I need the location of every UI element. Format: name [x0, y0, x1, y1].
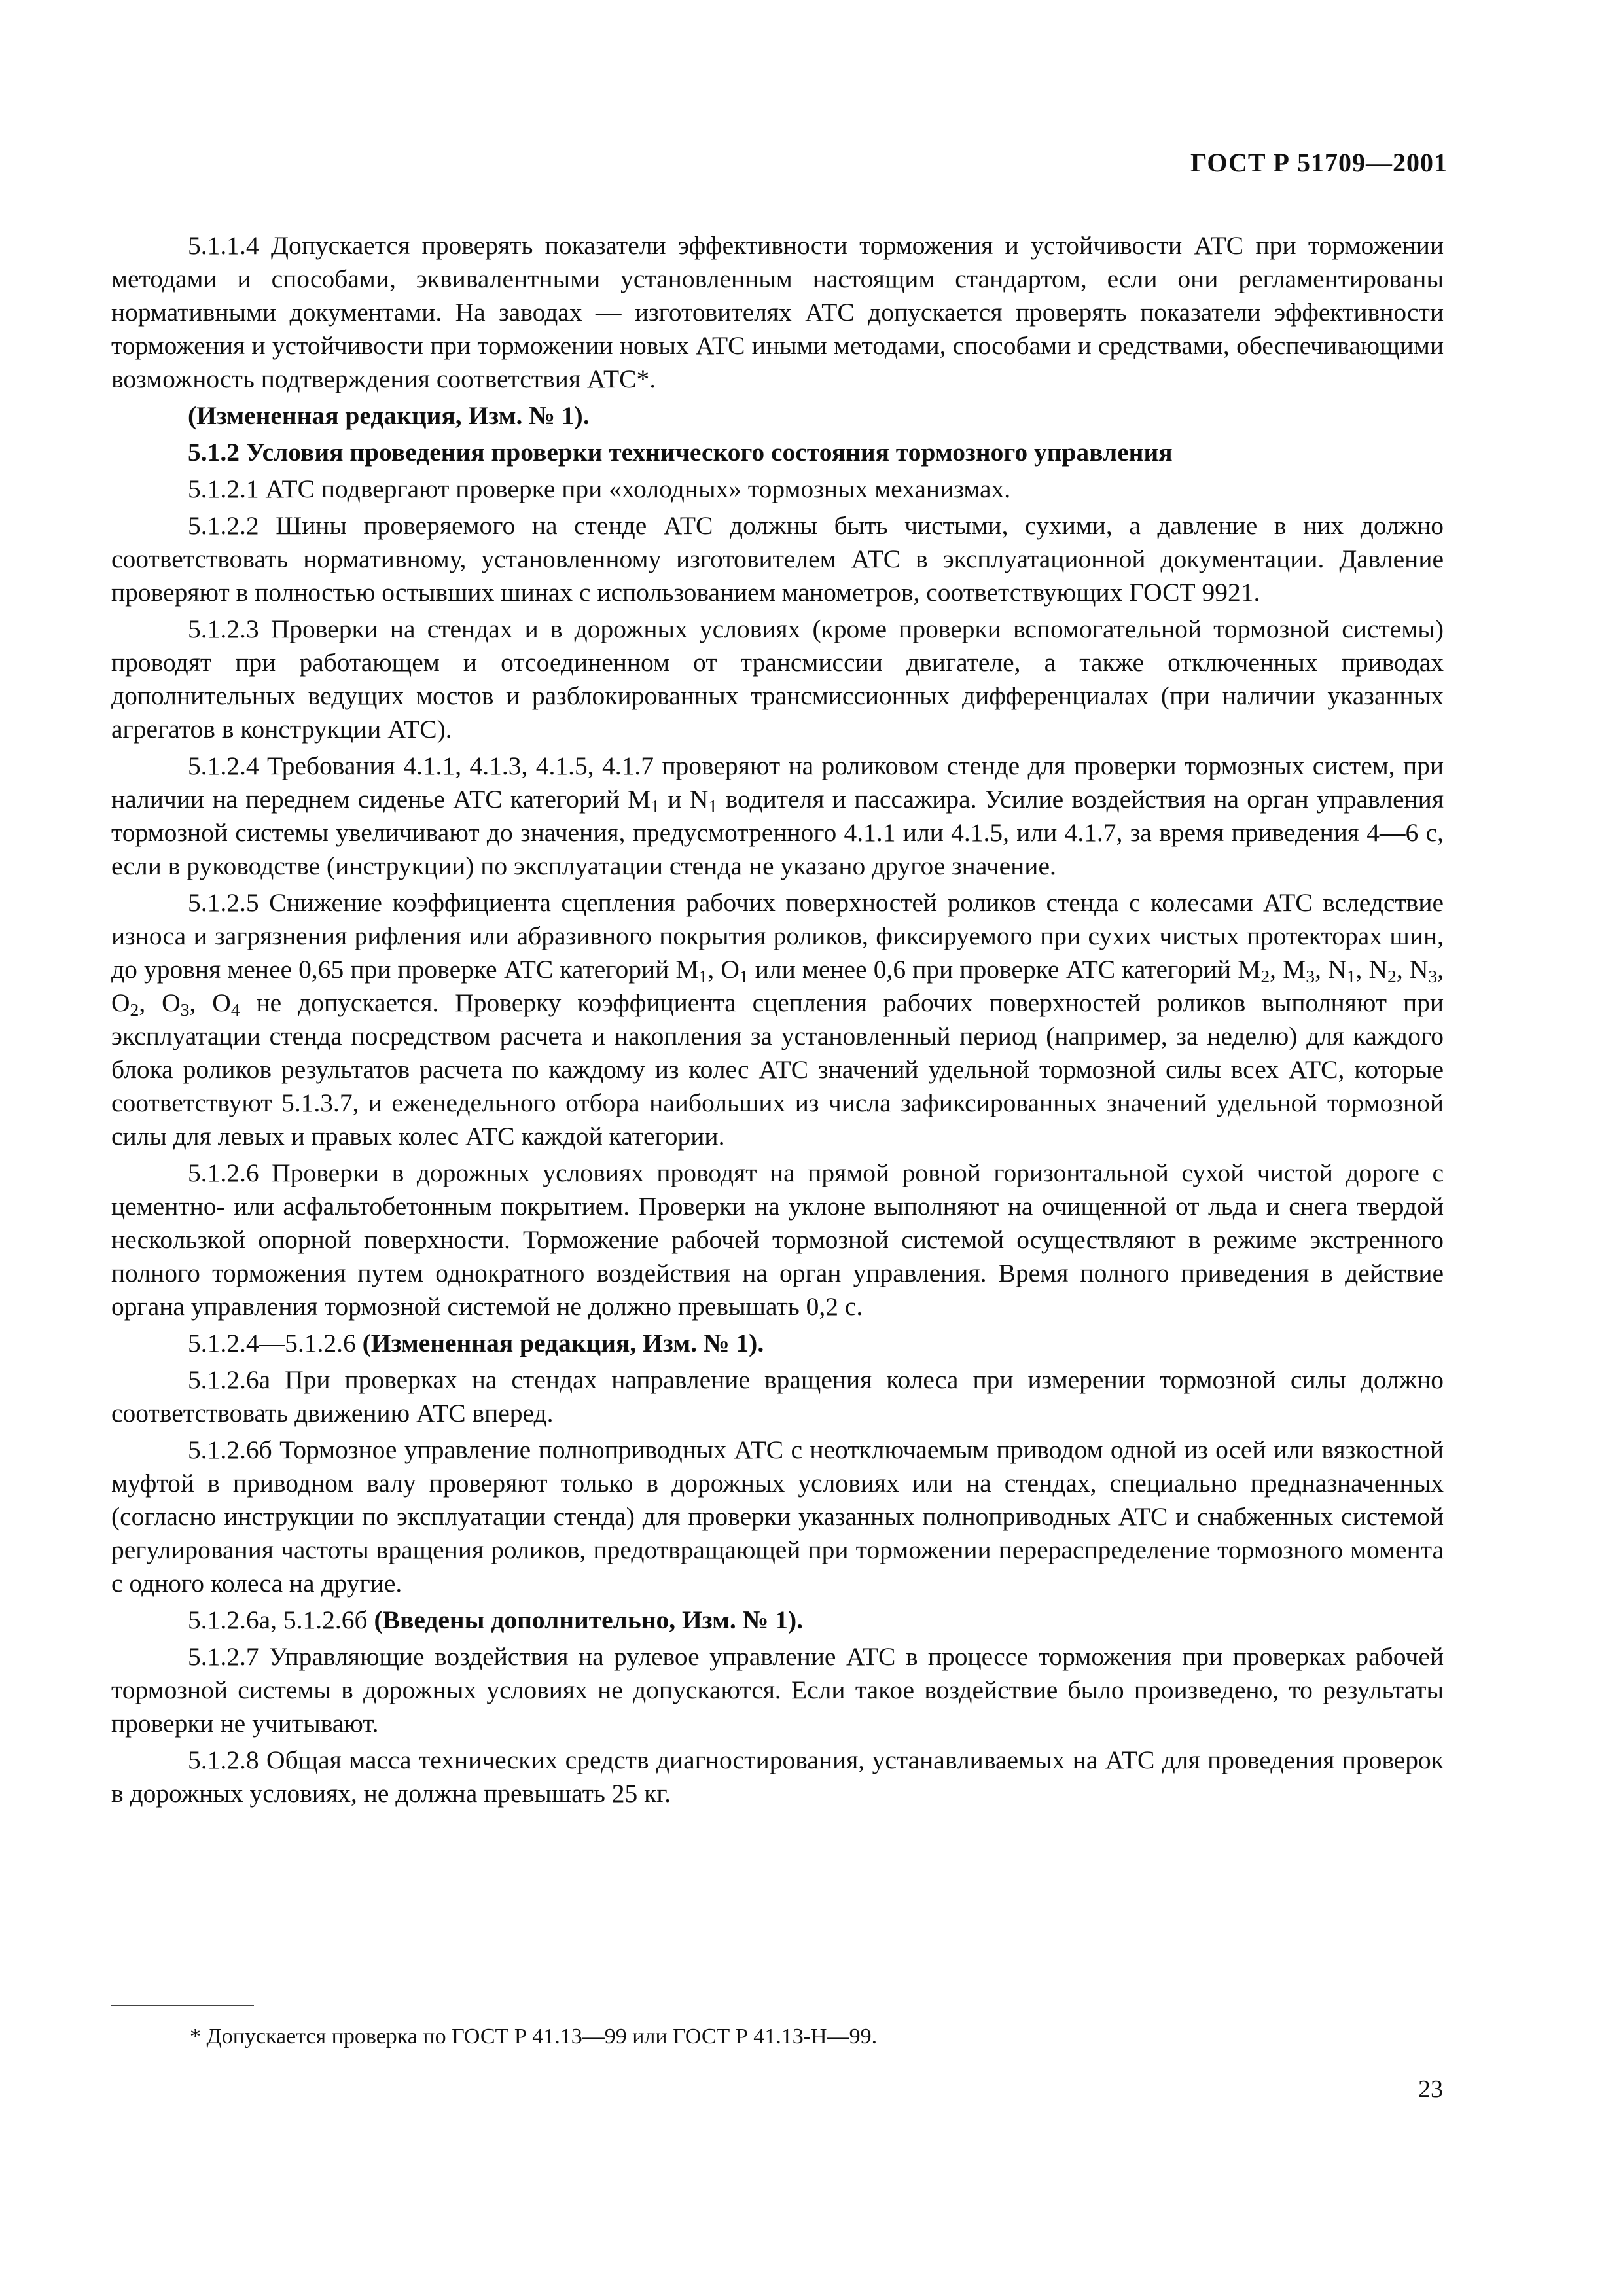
amendment-note-text: (Измененная редакция, Изм. № 1).	[362, 1329, 764, 1357]
category-symbol: M	[675, 955, 699, 984]
category-subscript: 1	[698, 965, 708, 986]
category-subscript: 4	[230, 999, 240, 1020]
addition-note-text: (Введены дополнительно, Изм. № 1).	[374, 1605, 804, 1634]
category-symbol: M	[628, 785, 651, 814]
separator: ,	[139, 988, 162, 1017]
clause-range: 5.1.2.6а, 5.1.2.6б	[188, 1605, 374, 1634]
clause-5-1-2-4-part-a: 5.1.2.4 Требования 4.1.1, 4.1.3, 4.1.5, 4.1.7 проверяют на роликовом стенде для проверки тормозных систем, при наличии на переднем сиденье АТС категорий	[111, 751, 1444, 814]
amendment-range-note	[111, 1327, 1444, 1360]
clause-5-1-2-5-part-a: 5.1.2.5 Снижение коэффициента сцепления рабочих поверхностей роликов стенда с колесами АТС вследствие износа и загрязнения рифления или абразивного покрытия роликов, фиксируемого при сухих чистых протекторах шин, до уровня менее 0,65 при проверке АТС категорий	[111, 888, 1444, 984]
separator: ,	[1355, 955, 1369, 984]
amendment-note-text: (Измененная редакция, Изм. № 1).	[188, 401, 590, 430]
separator: ,	[1270, 955, 1283, 984]
clause-5-1-2-6b: 5.1.2.6б Тормозное управление полноприводных АТС с неотключаемым приводом одной из осей или вязкостной муфтой в приводном валу проверяют только в дорожных условиях или на стендах, специально предназначенных (согласно инструкции по эксплуатации стенда) для проверки указанных полноприводных АТС и снабженных системой регулирования частоты вращения роликов, предотвращающей при торможении перераспределение тормозного момента с одного колеса на другие.	[111, 1435, 1444, 1598]
clause-5-1-2-6: 5.1.2.6 Проверки в дорожных условиях проводят на прямой ровной горизонтальной сухой чистой дороге с цементно- или асфальтобетонным покрытием. Проверки на уклоне выполняют на очищенной от льда и снега твердой нескользкой опорной поверхности. Торможение рабочей тормозной системой осуществляют в режиме экстренного полного торможения путем однократного воздействия на орган управления. Время полного приведения в действие органа управления тормозной системой не должно превышать 0,2 с.	[111, 1158, 1444, 1321]
category-subscript: 1	[1346, 965, 1356, 986]
category-subscript: 2	[1387, 965, 1397, 986]
clause-5-1-2-3: 5.1.2.3 Проверки на стендах и в дорожных условиях (кроме проверки вспомогательной тормозной системы) проводят при работающем и отсоединенном от трансмиссии двигателе, а также отключенных приводах дополнительных ведущих мостов и разблокированных трансмиссионных дифференциалах (при наличии указанных агрегатов в конструкции АТС).	[111, 615, 1444, 744]
clause-5-1-1-4: 5.1.1.4 Допускается проверять показатели эффективности торможения и устойчивости АТС при торможении методами и способами, эквивалентными установленным настоящим стандартом, если они регламентированы нормативными документами. На заводах — изготовителях АТС допускается проверять показатели эффективности торможения и устойчивости при торможении новых АТС иными методами, способами и средствами, обеспечивающими возможность подтверждения соответствия АТС*.	[111, 231, 1444, 393]
category-subscript: 3	[180, 999, 190, 1020]
category-symbol: M	[1283, 955, 1306, 984]
separator: ,	[707, 955, 721, 984]
document-body	[111, 229, 1444, 1814]
separator: ,	[189, 988, 213, 1017]
clause-5-1-2-2: 5.1.2.2 Шины проверяемого на стенде АТС должны быть чистыми, сухими, а давление в них должно соответствовать нормативному, установленному изготовителем АТС в эксплуатационной документации. Давление проверяют в полностью остывших шинах с использованием манометров, соответствующих ГОСТ 9921.	[111, 511, 1444, 607]
clause-5-1-2-7: 5.1.2.7 Управляющие воздействия на рулевое управление АТС в процессе торможения при проверках рабочей тормозной системы в дорожных условиях не допускаются. Если такое воздействие было произведено, то результаты проверки не учитывают.	[111, 1642, 1444, 1738]
clause-5-1-2-5	[111, 886, 1444, 1153]
clause-5-1-2-4	[111, 749, 1444, 883]
amendment-note	[111, 399, 1444, 433]
category-subscript: 1	[708, 795, 718, 816]
clause-range: 5.1.2.4—5.1.2.6	[188, 1329, 363, 1357]
clause-5-1-2-6a: 5.1.2.6а При проверках на стендах направление вращения колеса при измерении тормозной силы должно соответствовать движению АТС вперед.	[111, 1365, 1444, 1427]
category-subscript: 1	[739, 965, 749, 986]
category-subscript: 2	[130, 999, 139, 1020]
category-subscript: 2	[1260, 965, 1270, 986]
footnote: * Допускается проверка по ГОСТ Р 41.13—99 или ГОСТ Р 41.13-Н—99.	[190, 2024, 878, 2049]
category-symbol: O	[162, 988, 181, 1017]
category-symbol: M	[1238, 955, 1261, 984]
category-symbol: O	[111, 988, 130, 1017]
page-number: 23	[1418, 2075, 1443, 2103]
footnote-divider	[111, 2005, 254, 2006]
category-symbol: N	[689, 785, 709, 814]
document-header: ГОСТ Р 51709—2001	[1190, 148, 1448, 177]
clause-5-1-2-4-part-b: водителя и пассажира. Усилие воздействия на орган управления тормозной системы увеличивают до значения, предусмотренного 4.1.1 или 4.1.5, или 4.1.7, за время приведения 4—6 с, если в руководстве (инструкции) по эксплуатации стенда не указано другое значение.	[111, 785, 1444, 880]
addition-note	[111, 1604, 1444, 1637]
category-symbol: N	[1368, 955, 1387, 984]
clause-5-1-2-5-part-b: или менее 0,6 при проверке АТС категорий	[748, 955, 1238, 984]
separator: ,	[1315, 955, 1329, 984]
category-symbol: N	[1328, 955, 1347, 984]
conjunction: и	[660, 785, 690, 814]
clause-5-1-2-5-part-c: не допускается. Проверку коэффициента сцепления рабочих поверхностей роликов выполняют при эксплуатации стенда посредством расчета и накопления за установленный период (например, за неделю) для каждого блока роликов результатов расчета по каждому из колес АТС значений удельной тормозной силы всех АТС, которые соответствуют 5.1.3.7, и еженедельного отбора наибольших из числа зафиксированных значений удельной тормозной силы для левых и правых колес АТС каждой категории.	[111, 988, 1444, 1151]
category-subscript: 3	[1428, 965, 1438, 986]
category-symbol: O	[212, 988, 231, 1017]
category-subscript: 3	[1306, 965, 1315, 986]
separator: ,	[1437, 955, 1444, 984]
category-subscript: 1	[651, 795, 660, 816]
category-symbol: N	[1409, 955, 1429, 984]
clause-5-1-2-8: 5.1.2.8 Общая масса технических средств диагностирования, устанавливаемых на АТС для проведения проверок в дорожных условиях, не должна превышать 25 кг.	[111, 1746, 1444, 1808]
separator: ,	[1396, 955, 1410, 984]
section-heading-5-1-2	[111, 436, 1444, 469]
clause-5-1-2-1: 5.1.2.1 АТС подвергают проверке при «холодных» тормозных механизмах.	[188, 475, 1011, 503]
section-heading-text: 5.1.2 Условия проведения проверки технического состояния тормозного управления	[188, 438, 1173, 467]
category-symbol: O	[721, 955, 740, 984]
